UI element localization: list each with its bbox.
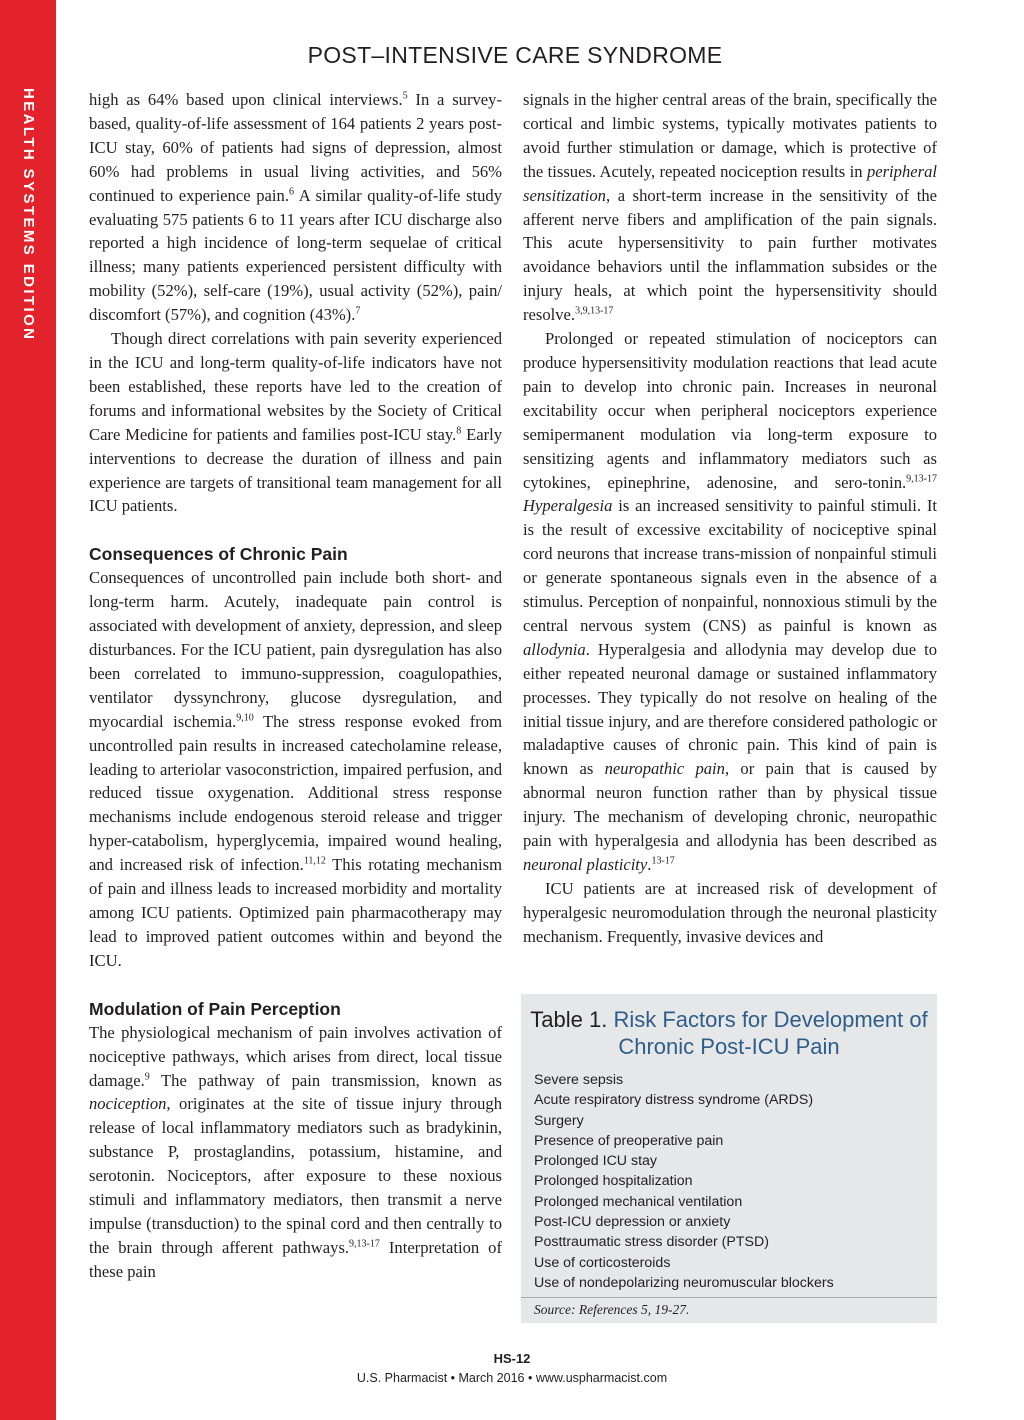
paragraph: high as 64% based upon clinical interviews.$^5$ In a survey-based, quality-of-life assessment of 164 patients 2 years post-ICU stay, 60% of patients had signs of depression, almost 60% had problems in usual living activities, and 56% continued to experience pain.$^6$ A similar quality-of-life study evaluating 575 patients 6 to 11 years after ICU discharge also reported a high incidence of long-term sequelae of critical illness; many patients experienced persistent difficulty with mobility (52%), self-care (19%), usual activity (52%), pain/ discomfort (57%), and cognition (43%).$^7$ <box>89 90 502 325</box>
sidebar-label: HEALTH SYSTEMS EDITION <box>20 88 37 342</box>
paragraph: ICU patients are at increased risk of development of hyperalgesic neuromodulation through the neuronal plasticity mechanism. Frequently, invasive devices and <box>523 878 937 946</box>
table-item: Severe sepsis <box>534 1072 624 1088</box>
table-list <box>521 1070 937 1293</box>
footer-publication: U.S. Pharmacist • March 2016 • www.uspharmacist.com <box>356 1371 668 1385</box>
table-item: Prolonged hospitalization <box>534 1173 693 1190</box>
table-title: Table 1. Risk Factors for Development of Chronic Post-ICU Pain <box>530 1007 928 1059</box>
table-item: Presence of preoperative pain <box>534 1132 724 1149</box>
table-item: Use of nondepolarizing neuromuscular blockers <box>534 1274 834 1291</box>
paragraph: Consequences of uncontrolled pain include both short- and long-term harm. Acutely, inadequate pain control is associated with development of anxiety, depression, and sleep disturbances. For the ICU patient, pain dysregulation has also been correlated to immuno-suppression, coagulopathies, ventilator dyssynchrony, glucose dysregulation, and myocardial ischemia.$^{9,10}$ The stress response evoked from uncontrolled pain results in increased catecholamine release, leading to arteriolar vasoconstriction, impaired perfusion, and reduced tissue oxygenation. Additional stress response mechanisms include endogenous steroid release and trigger hyper-catabolism, hyperglycemia, impaired wound healing, and increased risk of infection.$^{11,12}$ This rotating mechanism of pain and illness leads to increased morbidity and mortality among ICU patients. Optimized pain pharmacotherapy may lead to improved patient outcomes within and beyond the ICU. <box>89 568 502 970</box>
section-heading: Modulation of Pain Perception <box>89 998 341 1019</box>
table-item: Prolonged mechanical ventilation <box>534 1193 743 1210</box>
table-item: Posttraumatic stress disorder (PTSD) <box>534 1234 769 1251</box>
page-number: HS-12 <box>493 1351 531 1366</box>
table-source: Source: References 5, 19-27. <box>534 1302 690 1318</box>
paragraph: The physiological mechanism of pain involves activation of nociceptive pathways, which arises from direct, local tissue damage.$^9$ The pathway of pain transmission, known as nociception, originates at the site of tissue injury through release of local inflammatory mediators such as bradykinin, substance P, prostaglandins, potassium, histamine, and serotonin. Nociceptors, after exposure to these noxious stimuli and inflammatory mediators, then transmit a nerve impulse (transduction) to the spinal cord and then centrally to the brain through afferent pathways.$^{9,13-17}$ Interpretation of these pain <box>89 1022 502 1281</box>
right-column <box>523 88 937 949</box>
paragraph: Prolonged or repeated stimulation of nociceptors can produce hypersensitivity modulation reactions that lead acute pain to develop into chronic pain. Increases in neuronal excitability occur when peripheral nociceptors experience semipermanent modulation via long-term exposure to sensitizing agents and inflammatory mediators such as cytokines, epinephrine, adenosine, and sero-tonin.$^{9,13-17}$ Hyperalgesia is an increased sensitivity to painful stimuli. It is the result of excessive excitability of nociceptive spinal cord neurons that increase trans-mission of nonpainful stimuli or generate spontaneous signals even in the absence of a stimulus. Perception of nonpainful, nonnoxious stimuli by the central nervous system (CNS) as painful is known as allodynia. Hyperalgesia and allodynia may develop due to either repeated neuronal damage or sustained inflammatory processes. They typically do not resolve on healing of the initial tissue injury, and are therefore considered pathologic or maladaptive causes of chronic pain. This kind of pain is known as neuropathic pain, or pain that is caused by abnormal neuron function rather than by physical tissue injury. The mechanism of developing chronic, neuropathic pain with hyperalgesia and allodynia has been described as neuronal plasticity.$^{13-17}$ <box>523 329 937 874</box>
table-item: Prolonged ICU stay <box>534 1153 658 1170</box>
paragraph: signals in the higher central areas of the brain, specifically the cortical and limbic systems, typically motivates patients to avoid further stimulation or damage, which is protective of the tissues. Acutely, repeated nociception results in peripheral sensitization, a short-term increase in the sensitivity of the afferent nerve fibers and amplification of the pain signals. This acute hypersensitivity to pain further motivates avoidance behaviors until the inflammation subsides or the injury heals, at which point the hypersensitivity should resolve.$^{3,9,13-17}$ <box>523 90 937 325</box>
table-item: Post-ICU depression or anxiety <box>534 1214 731 1231</box>
risk-factors-table <box>521 994 937 1323</box>
table-item: Use of corticosteroids <box>534 1254 671 1271</box>
table-item: Surgery <box>534 1112 584 1129</box>
left-column <box>89 88 502 1284</box>
section-heading: Consequences of Chronic Pain <box>89 544 348 565</box>
sidebar-band <box>0 0 56 1420</box>
table-item: Acute respiratory distress syndrome (ARDS) <box>534 1092 814 1109</box>
running-title: POST–INTENSIVE CARE SYNDROME <box>307 42 723 68</box>
paragraph: Though direct correlations with pain severity experienced in the ICU and long-term quality-of-life indicators have not been established, these reports have led to the creation of forums and informational websites by the Society of Critical Care Medicine for patients and families post-ICU stay.$^8$ Early interventions to decrease the duration of illness and pain experience are targets of transitional team management for all ICU patients. <box>89 329 502 516</box>
